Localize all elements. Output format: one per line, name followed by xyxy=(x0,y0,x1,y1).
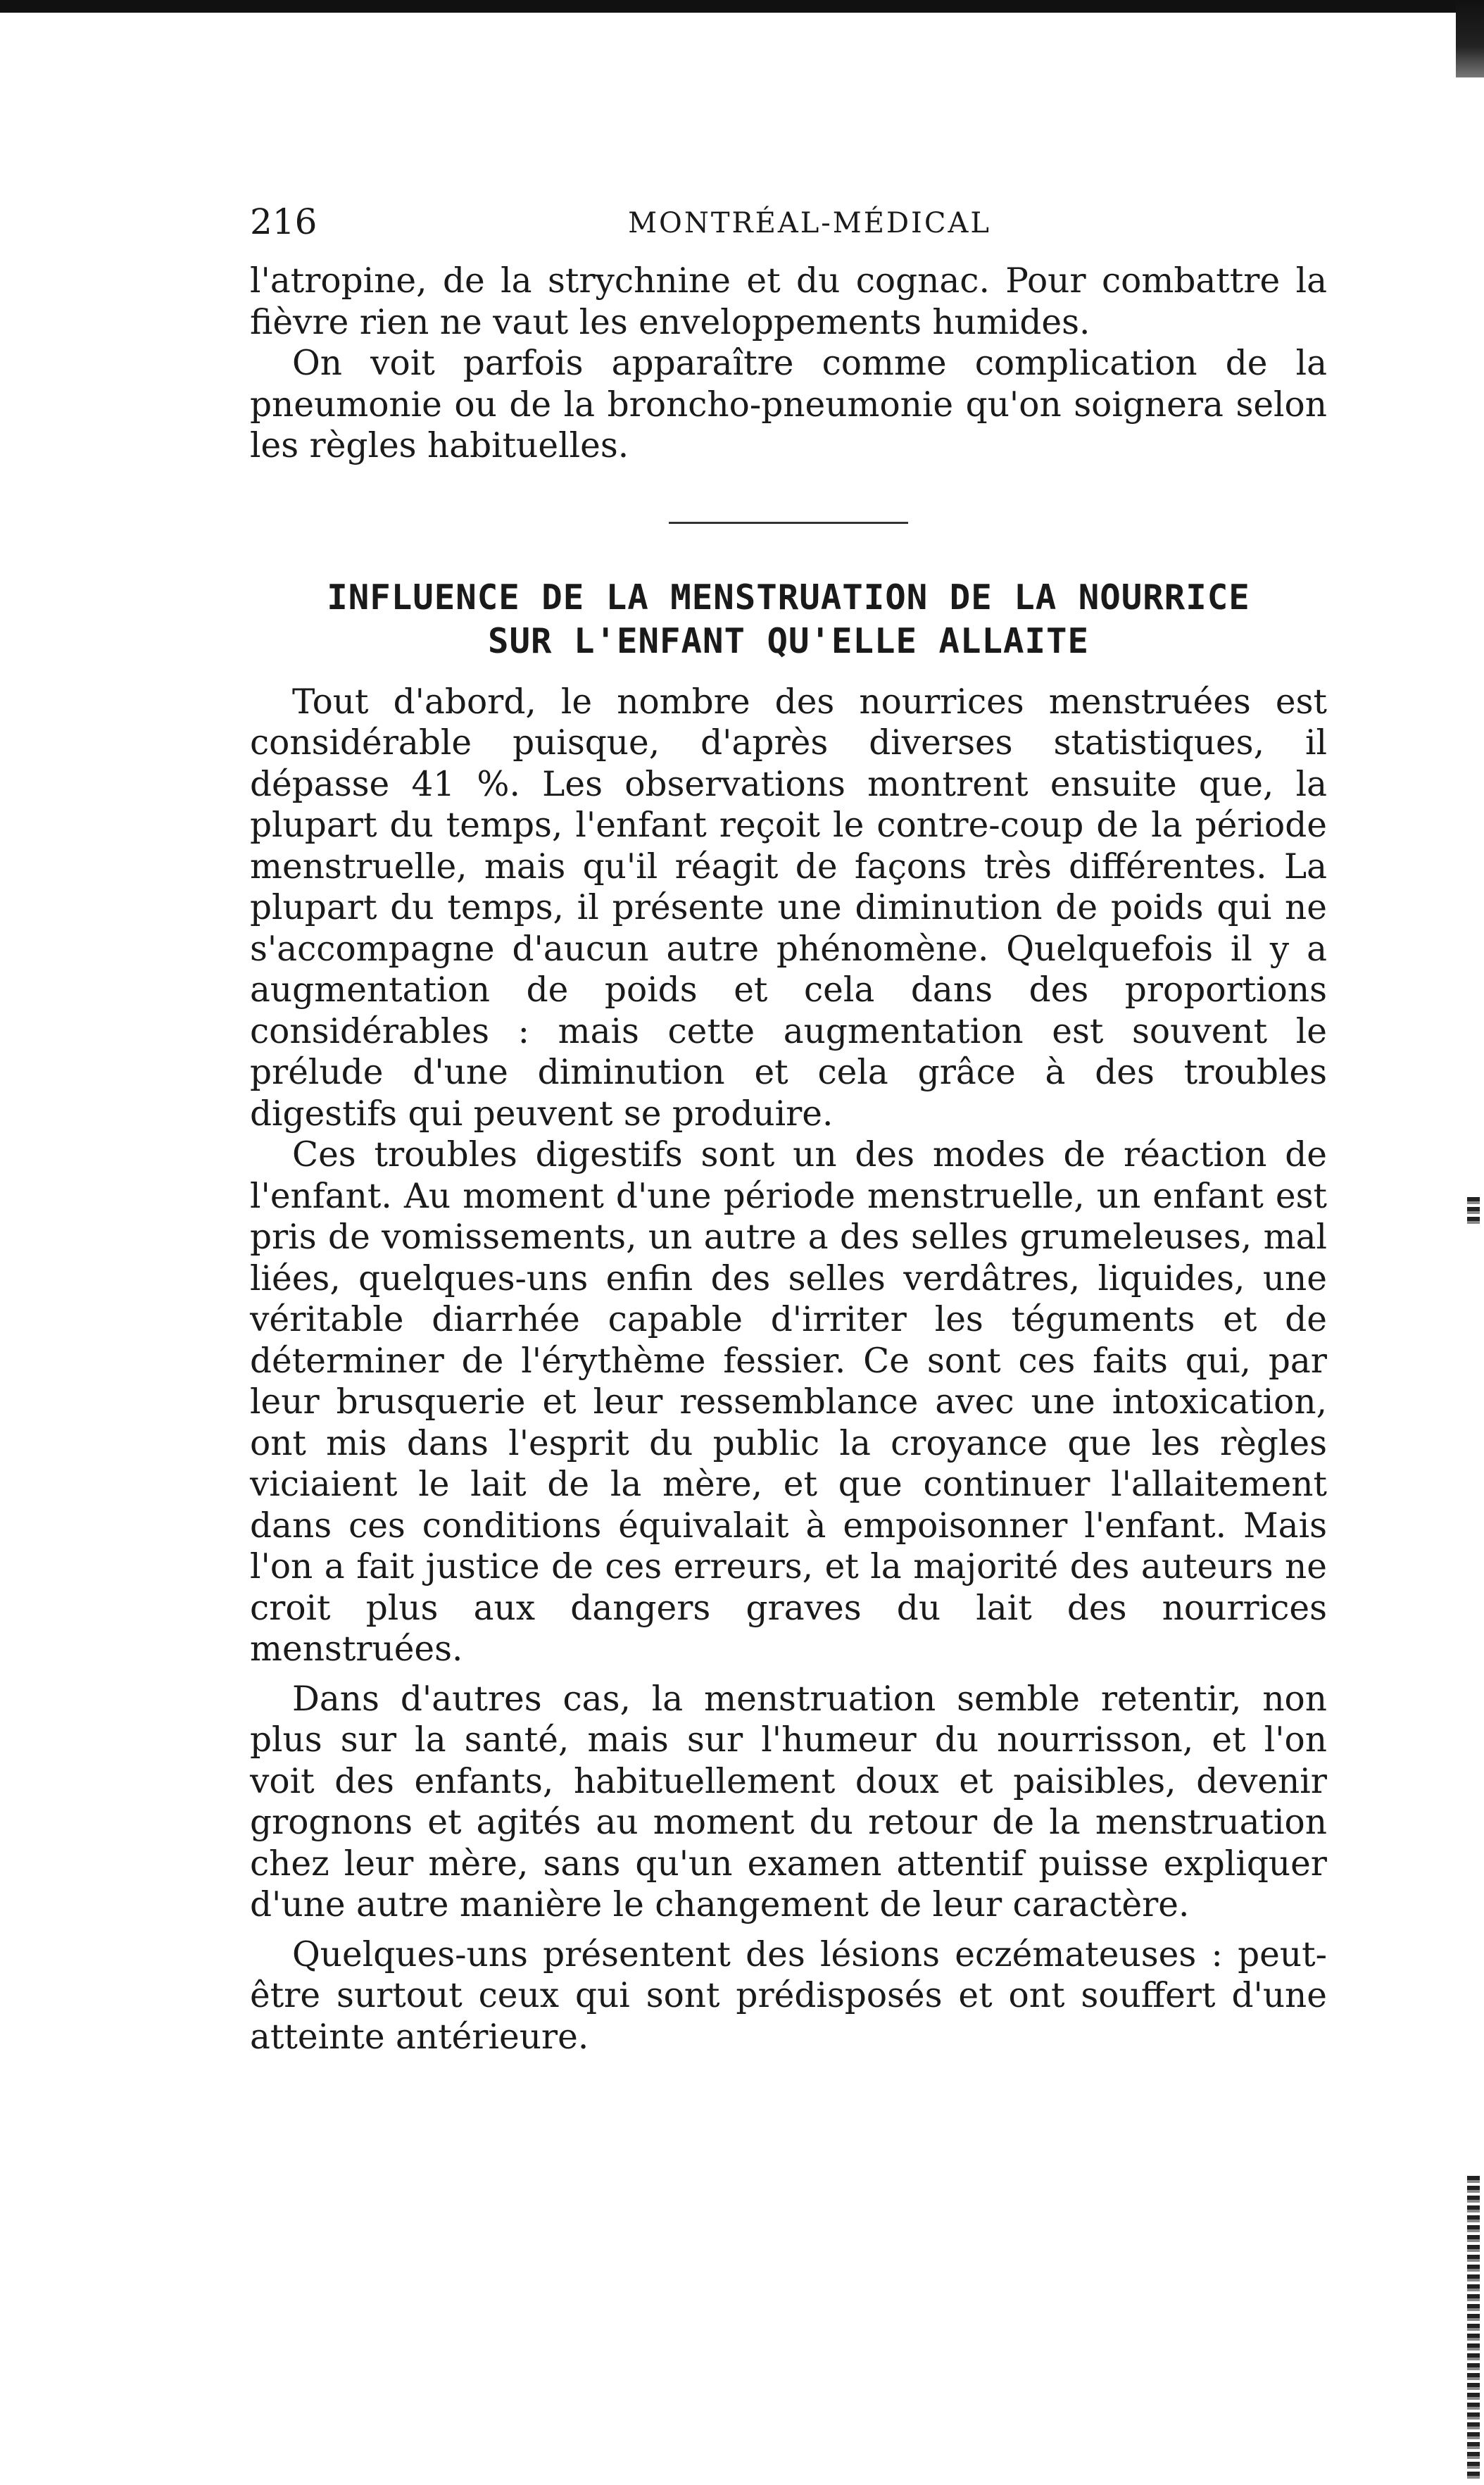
scan-edge-mark xyxy=(1467,1197,1480,1225)
paragraph-continued: l'atropine, de la strychnine et du cognac. Pour combattre la fièvre rien ne vaut les enveloppements humides. xyxy=(250,261,1327,342)
scan-corner-mark xyxy=(1456,0,1484,77)
section-separator xyxy=(669,522,908,524)
paragraph: Dans d'autres cas, la menstruation semble retentir, non plus sur la santé, mais sur l'humeur du nourrisson, et l'on voit des enfants, habituellement doux et paisibles, devenir grognons et agités au moment du retour de la menstruation chez leur mère, sans qu'un examen attentif puisse expliquer d'une autre manière le changement de leur caractère. xyxy=(250,1679,1327,1924)
section-title-line: INFLUENCE DE LA MENSTRUATION DE LA NOURRICE xyxy=(327,577,1250,618)
paragraph: Quelques-uns présentent des lésions eczémateuses : peut-être surtout ceux qui sont prédisposés et ont souffert d'une atteinte antérieure. xyxy=(250,1934,1327,2057)
scan-edge-mark xyxy=(1467,2176,1480,2479)
section-title-line: SUR L'ENFANT QU'ELLE ALLAITE xyxy=(487,620,1089,661)
page-number: 216 xyxy=(250,201,317,242)
running-title: MONTRÉAL-MÉDICAL xyxy=(628,207,991,239)
page-header xyxy=(250,201,1327,261)
paragraph: On voit parfois apparaître comme complication de la pneumonie ou de la broncho-pneumonie qu'on soignera selon les règles habituelles. xyxy=(250,344,1327,465)
section-title xyxy=(250,576,1327,663)
book-page xyxy=(250,201,1327,2058)
paragraph: Ces troubles digestifs sont un des modes de réaction de l'enfant. Au moment d'une période menstruelle, un enfant est pris de vomissements, un autre a des selles grumeleuses, mal liées, quelques-uns enfin des selles verdâtres, liquides, une véritable diarrhée capable d'irriter les téguments et de déterminer de l'érythème fessier. Ce sont ces faits qui, par leur brusquerie et leur ressemblance avec une intoxication, ont mis dans l'esprit du public la croyance que les règles viciaient le lait de la mère, et que continuer l'allaitement dans ces conditions équivalait à empoisonner l'enfant. Mais l'on a fait justice de ces erreurs, et la majorité des auteurs ne croit plus aux dangers graves du lait des nourrices menstruées. xyxy=(250,1135,1327,1669)
paragraph: Tout d'abord, le nombre des nourrices menstruées est considérable puisque, d'après diverses statistiques, il dépasse 41 %. Les observations montrent ensuite que, la plupart du temps, l'enfant reçoit le contre-coup de la période menstruelle, mais qu'il réagit de façons très différentes. La plupart du temps, il présente une diminution de poids qui ne s'accompagne d'aucun autre phénomène. Quelquefois il y a augmentation de poids et cela dans des proportions considérables : mais cette augmentation est souvent le prélude d'une diminution et cela grâce à des troubles digestifs qui peuvent se produire. xyxy=(250,682,1327,1134)
scan-top-border xyxy=(0,0,1484,13)
